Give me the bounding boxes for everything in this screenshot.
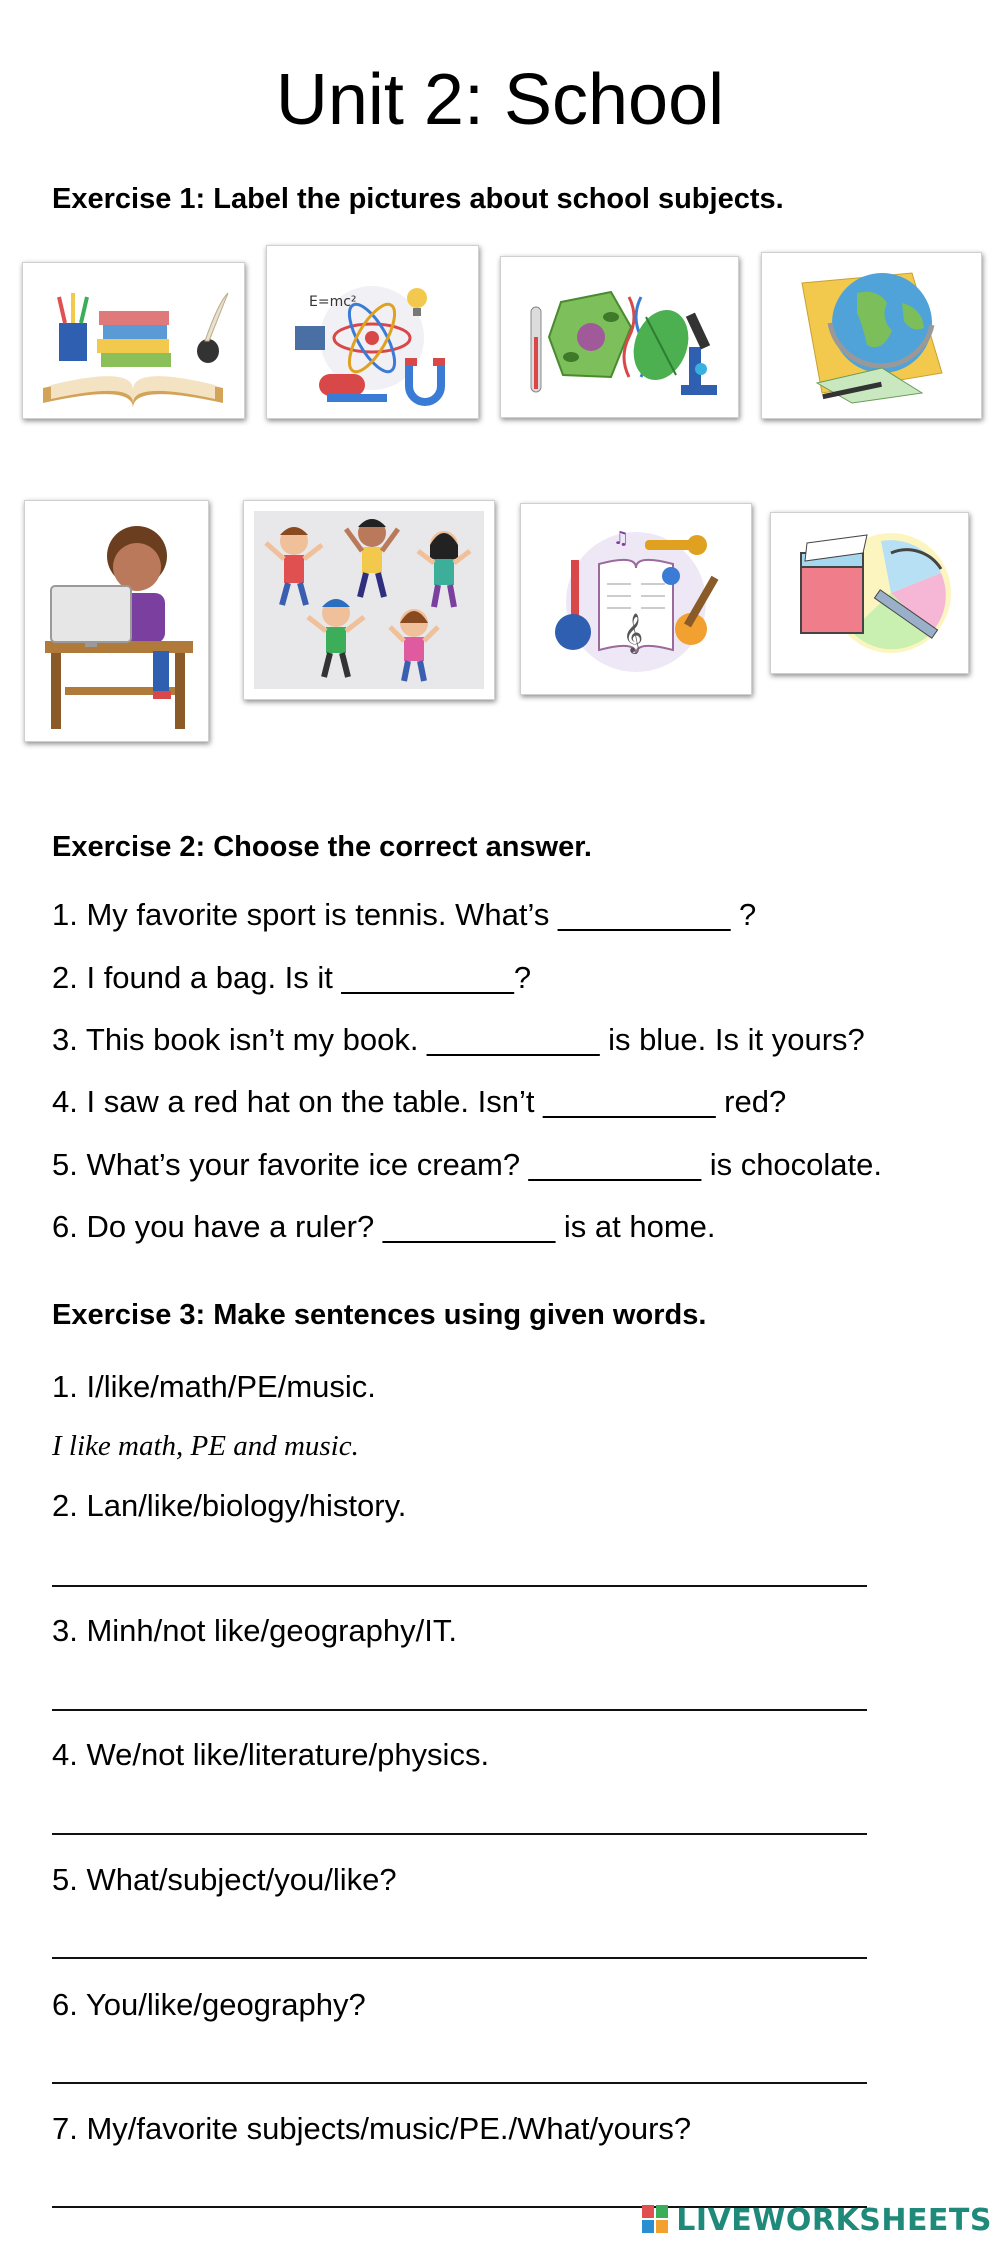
picture-music (520, 503, 752, 695)
exercise-3-heading: Exercise 3: Make sentences using given words. (52, 1299, 707, 1331)
picture-geography (761, 252, 982, 419)
exercise-2-item-4: 4. I saw a red hat on the table. Isn’t __________ red? (52, 1084, 787, 1119)
exercise-2-item-6: 6. Do you have a ruler? __________ is at home. (52, 1209, 716, 1244)
exercise-3-prompt-7: 7. My/favorite subjects/music/PE./What/yours? (52, 2111, 692, 2146)
exercise-3-prompt-2: 2. Lan/like/biology/history. (52, 1488, 407, 1523)
exercise-1-heading: Exercise 1: Label the pictures about school subjects. (52, 183, 784, 215)
exercise-3-answer-line-3[interactable] (52, 1709, 867, 1711)
exercise-3-prompt-5: 5. What/subject/you/like? (52, 1862, 397, 1897)
music-instruments-icon (521, 504, 751, 694)
brand-text: LIVEWORKSHEETS (676, 2202, 992, 2238)
picture-biology (500, 256, 739, 418)
exercise-3-answer-line-4[interactable] (52, 1833, 867, 1835)
exercise-3-example-answer: I like math, PE and music. (52, 1430, 359, 1462)
geography-globe-icon (762, 253, 981, 418)
svg-text:♫: ♫ (613, 528, 630, 549)
exercise-3-prompt-3: 3. Minh/not like/geography/IT. (52, 1613, 457, 1648)
pe-kids-jumping-icon (244, 501, 494, 699)
svg-text:E=mc²: E=mc² (309, 294, 357, 310)
exercise-3-prompt-1: 1. I/like/math/PE/music. (52, 1369, 376, 1404)
svg-text:𝄞: 𝄞 (623, 613, 644, 653)
exercise-2-item-3: 3. This book isn’t my book. __________ is blue. Is it yours? (52, 1022, 865, 1057)
picture-it (24, 500, 209, 742)
picture-literature (22, 262, 245, 419)
it-computer-boy-icon (25, 501, 208, 741)
exercise-3-answer-line-6[interactable] (52, 2082, 867, 2084)
exercise-3-answer-line-5[interactable] (52, 1957, 867, 1959)
exercise-2-item-2: 2. I found a bag. Is it __________? (52, 960, 532, 995)
physics-science-icon (267, 246, 478, 418)
page-title: Unit 2: School (275, 60, 725, 140)
picture-art-math (770, 512, 969, 674)
exercise-2-heading: Exercise 2: Choose the correct answer. (52, 831, 592, 863)
exercise-3-prompt-4: 4. We/not like/literature/physics. (52, 1737, 490, 1772)
literature-books-icon (23, 263, 244, 418)
liveworksheets-logo-icon (642, 2205, 670, 2235)
exercise-3-answer-line-2[interactable] (52, 1585, 867, 1587)
picture-physics (266, 245, 479, 419)
exercise-2-item-5: 5. What’s your favorite ice cream? __________ is chocolate. (52, 1147, 883, 1182)
picture-pe (243, 500, 495, 700)
biology-cells-icon (501, 257, 738, 417)
liveworksheets-brand[interactable] (642, 2200, 992, 2240)
exercise-3-prompt-6: 6. You/like/geography? (52, 1987, 366, 2022)
art-math-tools-icon (771, 513, 968, 673)
exercise-2-item-1: 1. My favorite sport is tennis. What’s __________ ? (52, 897, 757, 932)
